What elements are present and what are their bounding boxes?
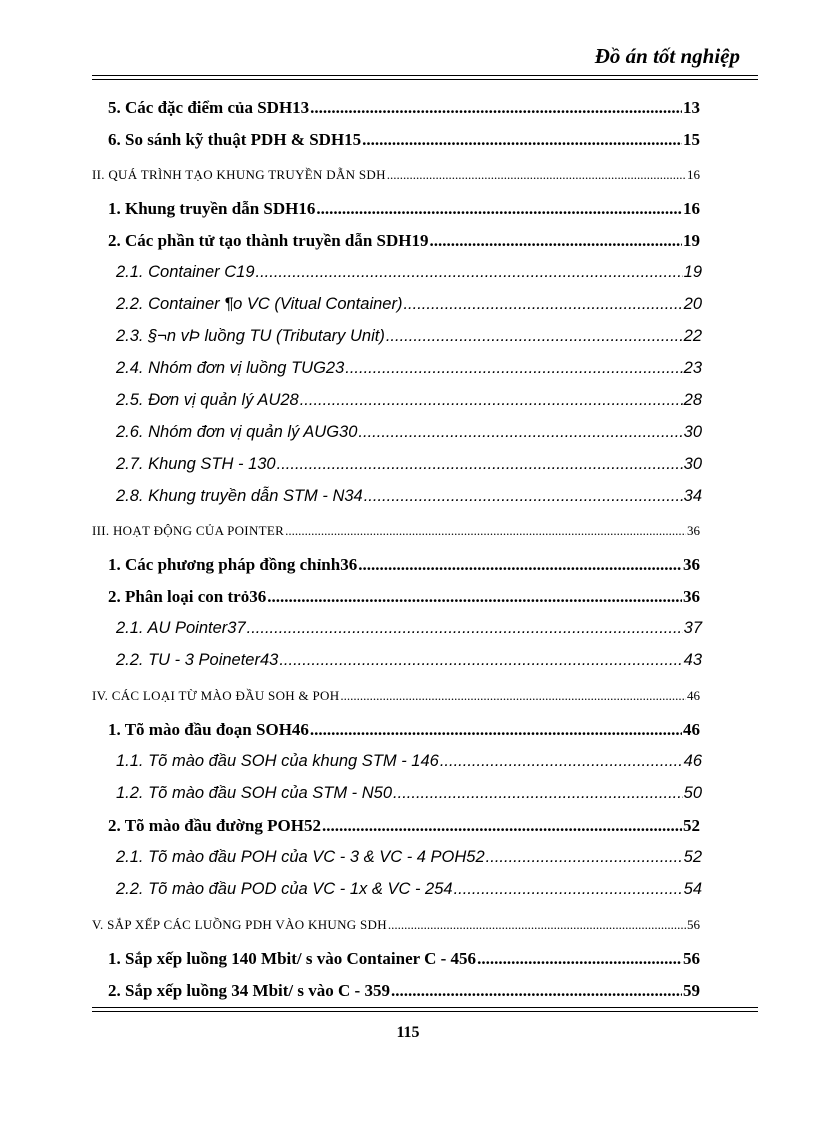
toc-subentry[interactable] (116, 784, 702, 803)
toc-leader-dots (403, 295, 682, 314)
page-number: 115 (396, 1024, 420, 1041)
toc-leader-dots (430, 231, 682, 251)
toc-section[interactable] (92, 167, 700, 183)
toc-subentry-page: 19 (683, 263, 702, 281)
toc-subentry[interactable] (116, 880, 702, 899)
toc-entry-page: 13 (683, 98, 700, 117)
toc-entry[interactable] (108, 98, 700, 118)
toc-entry-title: 2. Sắp xếp luồng 34 Mbit/ s vào C - 359 (108, 981, 390, 1000)
toc-leader-dots (388, 917, 686, 933)
toc-leader-dots (277, 455, 683, 474)
toc-entry-page: 46 (683, 720, 700, 739)
toc-section[interactable] (92, 523, 700, 539)
toc-subentry[interactable] (116, 423, 702, 442)
toc-subentry-page: 43 (683, 651, 702, 669)
toc-section-title: III. HOẠT ĐỘNG CỦA POINTER (92, 523, 285, 538)
toc-subentry-page: 46 (683, 752, 702, 770)
toc-entry-title: 1. Tõ mào đầu đoạn SOH46 (108, 720, 309, 739)
toc-leader-dots (285, 523, 686, 539)
toc-leader-dots (391, 981, 682, 1001)
toc-subentry[interactable] (116, 619, 702, 638)
toc-entry-page: 16 (683, 199, 700, 218)
toc-subentry-title: 2.3. §¬n vÞ luồng TU (Tributary Unit) (116, 327, 385, 345)
toc-section[interactable] (92, 688, 700, 704)
toc-leader-dots (256, 263, 683, 282)
toc-leader-dots (267, 587, 682, 607)
toc-subentry[interactable] (116, 848, 702, 867)
toc-subentry[interactable] (116, 295, 702, 314)
toc-leader-dots (477, 949, 682, 969)
toc-subentry-title: 2.7. Khung STH - 130 (116, 455, 276, 473)
toc-section[interactable] (92, 917, 700, 933)
toc-subentry-page: 20 (683, 295, 702, 313)
toc-leader-dots (300, 391, 683, 410)
footer-rule-top (92, 1007, 758, 1008)
toc-section-page: 36 (687, 523, 700, 538)
toc-leader-dots (358, 555, 682, 575)
toc-leader-dots (393, 784, 683, 803)
toc-subentry[interactable] (116, 327, 702, 346)
toc-entry[interactable] (108, 555, 700, 575)
toc-entry[interactable] (108, 199, 700, 219)
toc-subentry-title: 2.5. Đơn vị quản lý AU28 (116, 391, 299, 409)
toc-entry-page: 15 (683, 130, 700, 149)
toc-subentry-title: 2.8. Khung truyền dẫn STM - N34 (116, 487, 363, 505)
toc-subentry[interactable] (116, 391, 702, 410)
toc-entry[interactable] (108, 816, 700, 836)
toc-subentry-title: 2.2. Tõ mào đầu POD của VC - 1x & VC - 254 (116, 880, 453, 898)
toc-leader-dots (247, 619, 683, 638)
toc-entry[interactable] (108, 949, 700, 969)
toc-entry-title: 6. So sánh kỹ thuật PDH & SDH15 (108, 130, 362, 149)
toc-entry-page: 36 (683, 587, 700, 606)
toc-entry-title: 1. Khung truyền dẫn SDH16 (108, 199, 316, 218)
toc-subentry-title: 1.2. Tõ mào đầu SOH của STM - N50 (116, 784, 393, 802)
toc-subentry-page: 23 (683, 359, 702, 377)
toc-subentry-page: 28 (683, 391, 702, 409)
toc-subentry-title: 2.2. TU - 3 Poineter43 (116, 651, 279, 669)
toc-leader-dots (364, 487, 683, 506)
toc-section-title: II. QUÁ TRÌNH TẠO KHUNG TRUYỀN DẪN SDH (92, 167, 386, 182)
footer-rule-bottom (92, 1011, 758, 1012)
toc-entry-page: 52 (683, 816, 700, 835)
toc-entry-title: 1. Sắp xếp luồng 140 Mbit/ s vào Container C - 456 (108, 949, 477, 968)
toc-subentry[interactable] (116, 455, 702, 474)
toc-section-title: IV. CÁC LOẠI TỪ MÀO ĐẦU SOH & POH (92, 688, 340, 703)
toc-subentry-title: 2.2. Container ¶o VC (Vitual Container) (116, 295, 403, 313)
toc-subentry-page: 50 (683, 784, 702, 802)
toc-subentry-title: 1.1. Tõ mào đầu SOH của khung STM - 146 (116, 752, 439, 770)
toc-subentry-title: 2.1. Tõ mào đầu POH của VC - 3 & VC - 4 POH52 (116, 848, 485, 866)
toc-section-page: 16 (687, 167, 700, 182)
toc-subentry-page: 54 (683, 880, 702, 898)
toc-entry-title: 1. Các phương pháp đồng chỉnh36 (108, 555, 358, 574)
toc-entry-title: 2. Tõ mào đầu đường POH52 (108, 816, 321, 835)
toc-entry-title: 2. Phân loại con trỏ36 (108, 587, 267, 606)
toc-leader-dots (440, 752, 683, 771)
toc-subentry-title: 2.6. Nhóm đơn vị quản lý AUG30 (116, 423, 358, 441)
toc-subentry[interactable] (116, 651, 702, 670)
toc-subentry-page: 30 (683, 423, 702, 441)
toc-entry[interactable] (108, 720, 700, 740)
toc-entry-title: 2. Các phần tử tạo thành truyền dẫn SDH19 (108, 231, 429, 250)
toc-subentry-page: 34 (683, 487, 702, 505)
toc-leader-dots (362, 130, 682, 150)
toc-subentry-page: 52 (683, 848, 702, 866)
toc-subentry-page: 37 (683, 619, 702, 637)
toc-leader-dots (358, 423, 682, 442)
toc-entry-page: 56 (683, 949, 700, 968)
toc-entry[interactable] (108, 587, 700, 607)
toc-leader-dots (454, 880, 683, 899)
toc-entry[interactable] (108, 231, 700, 251)
toc-leader-dots (310, 720, 682, 740)
toc-leader-dots (316, 199, 682, 219)
document-title: Đồ án tốt nghiệp (594, 44, 740, 68)
toc-section-page: 46 (687, 688, 700, 703)
toc-subentry[interactable] (116, 487, 702, 506)
toc-leader-dots (387, 167, 686, 183)
toc-subentry[interactable] (116, 263, 702, 282)
toc-leader-dots (279, 651, 682, 670)
toc-leader-dots (486, 848, 683, 867)
toc-entry-page: 19 (683, 231, 700, 250)
toc-leader-dots (340, 688, 686, 704)
toc-subentry[interactable] (116, 359, 702, 378)
toc-entry-page: 59 (683, 981, 700, 1000)
toc-section-page: 56 (687, 917, 700, 932)
toc-subentry-title: 2.4. Nhóm đơn vị luồng TUG23 (116, 359, 345, 377)
toc-subentry[interactable] (116, 752, 702, 771)
toc-leader-dots (386, 327, 683, 346)
toc-subentry-title: 2.1. Container C19 (116, 263, 255, 281)
toc-subentry-page: 30 (683, 455, 702, 473)
toc-leader-dots (322, 816, 682, 836)
toc-entry-page: 36 (683, 555, 700, 574)
toc-entry[interactable] (108, 981, 700, 1001)
toc-section-title: V. SẮP XẾP CÁC LUỒNG PDH VÀO KHUNG SDH (92, 917, 387, 932)
toc-entry[interactable] (108, 130, 700, 150)
toc-leader-dots (310, 98, 682, 118)
toc-subentry-page: 22 (683, 327, 702, 345)
toc-leader-dots (345, 359, 682, 378)
toc-entry-title: 5. Các đặc điểm của SDH13 (108, 98, 310, 117)
toc-subentry-title: 2.1. AU Pointer37 (116, 619, 246, 637)
